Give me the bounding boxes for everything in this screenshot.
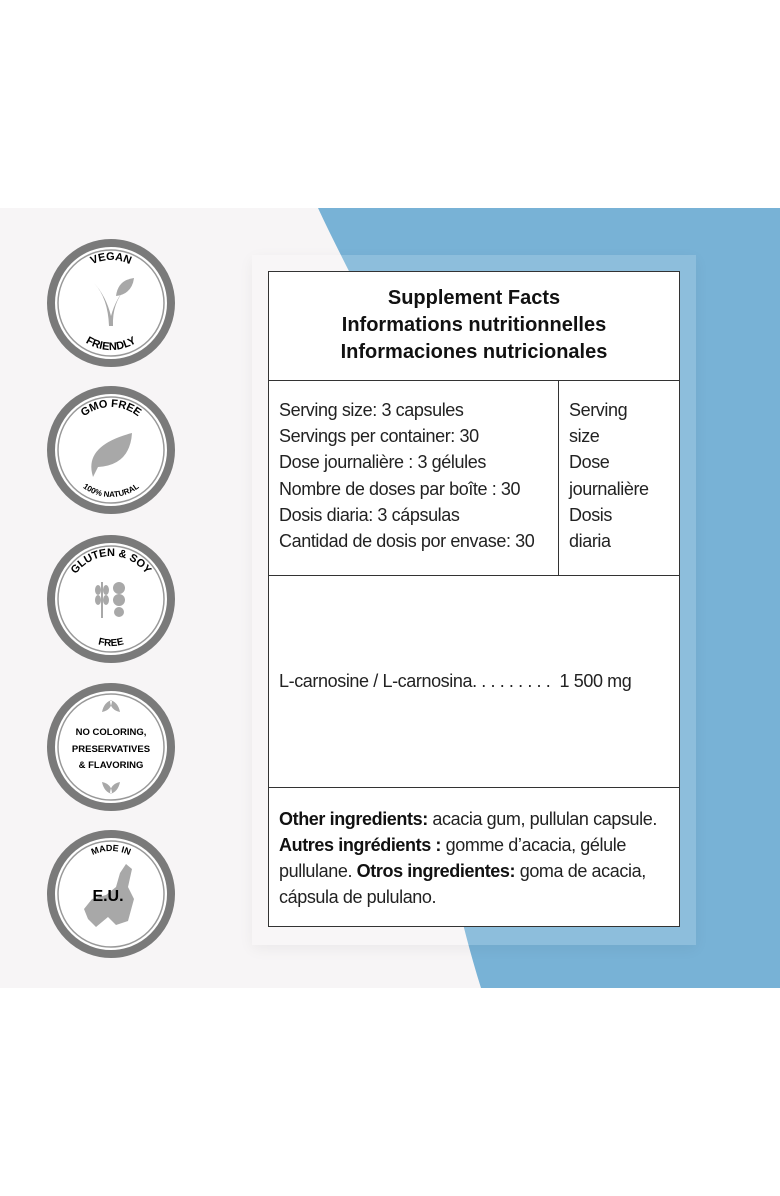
title-es: Informaciones nutricionales (340, 341, 608, 363)
title-fr: Informations nutritionnelles (341, 314, 607, 336)
supplement-facts-table (268, 271, 680, 927)
serving-line: Servings per container: 30 (279, 426, 479, 447)
other-text-en: acacia gum, pullulan capsule. (427, 809, 657, 829)
serving-header: size (569, 426, 600, 447)
other-ingredients (269, 788, 679, 910)
gluten-soy-free-badge (46, 534, 176, 664)
other-text-fr: gomme d’acacia, gélule pullulane. (279, 835, 626, 881)
svg-text:PRESERVATIVES: PRESERVATIVES (71, 744, 151, 755)
other-label-fr: Autres ingrédients : (279, 835, 442, 855)
title-en: Supplement Facts (387, 287, 561, 309)
vegan-friendly-badge (46, 238, 176, 368)
svg-text:E.U.: E.U. (92, 888, 124, 905)
other-label-en: Other ingredients: (279, 809, 428, 829)
ingredient-row (269, 576, 679, 788)
serving-line: Nombre de doses par boîte : 30 (279, 478, 521, 499)
other-text-es: goma de acacia, cápsula de pululano. (279, 861, 646, 907)
gmo-free-badge (46, 385, 176, 515)
svg-text:& FLAVORING: & FLAVORING (78, 760, 144, 771)
serving-line: Serving size: 3 capsules (279, 400, 464, 420)
serving-header: Dose (569, 452, 610, 473)
svg-text:GLUTEN & SOY: GLUTEN & SOY (68, 547, 154, 577)
ingredient-name: L-carnosine / L-carnosina. . . . . . . . . (279, 671, 551, 691)
no-additives-badge (46, 682, 176, 812)
svg-text:FREE: FREE (97, 636, 125, 650)
serving-header: Dosis (569, 504, 613, 525)
serving-line: Dose journalière : 3 gélules (279, 452, 486, 473)
serving-line: Dosis diaria: 3 cápsulas (279, 504, 460, 525)
other-label-es: Otros ingredientes: (356, 861, 516, 881)
svg-text:100% NATURAL: 100% NATURAL (81, 481, 141, 500)
serving-header: diaria (569, 531, 611, 552)
svg-text:GMO FREE: GMO FREE (78, 397, 144, 420)
svg-text:FRIENDLY: FRIENDLY (83, 334, 139, 354)
serving-header: journalière (569, 478, 649, 499)
svg-text:MADE IN: MADE IN (89, 842, 133, 857)
svg-text:VEGAN: VEGAN (88, 250, 134, 268)
serving-line: Cantidad de dosis por envase: 30 (279, 531, 535, 552)
facts-title (269, 272, 679, 381)
serving-header: Serving (569, 400, 628, 420)
made-in-eu-badge (46, 829, 176, 959)
serving-section (269, 381, 679, 576)
svg-text:NO COLORING,: NO COLORING, (75, 727, 147, 738)
ingredient-amount: 1 500 mg (559, 671, 632, 691)
